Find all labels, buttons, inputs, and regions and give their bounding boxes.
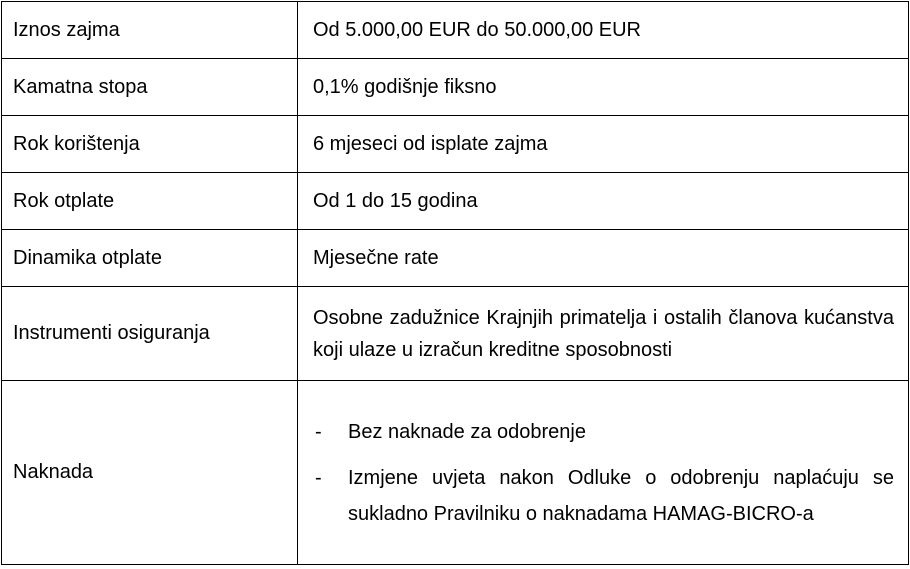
value-cell: 0,1% godišnje fiksno xyxy=(298,59,909,116)
fee-list xyxy=(313,414,894,532)
label-cell: Rok otplate xyxy=(2,173,298,230)
loan-terms-table xyxy=(1,1,909,565)
table-row-usage-period xyxy=(2,116,909,173)
list-item xyxy=(313,414,894,450)
value-cell: Mjesečne rate xyxy=(298,230,909,287)
value-cell: 6 mjeseci od isplate zajma xyxy=(298,116,909,173)
table-row-loan-amount xyxy=(2,2,909,59)
list-item xyxy=(313,460,894,532)
label-cell: Kamatna stopa xyxy=(2,59,298,116)
table-row-repayment-schedule xyxy=(2,230,909,287)
value-cell: Od 5.000,00 EUR do 50.000,00 EUR xyxy=(298,2,909,59)
label-cell: Iznos zajma xyxy=(2,2,298,59)
value-cell: Osobne zadužnice Krajnjih primatelja i ostalih članova kućanstva koji ulaze u izračun kreditne sposobnosti xyxy=(298,287,909,381)
list-item-text: Bez naknade za odobrenje xyxy=(348,420,586,443)
label-cell: Naknada xyxy=(2,381,298,565)
table-row-fee xyxy=(2,381,909,565)
table-row-interest-rate xyxy=(2,59,909,116)
value-cell xyxy=(298,381,909,565)
list-item-text: Izmjene uvjeta nakon Odluke o odobrenju naplaćuju se sukladno Pravilniku o naknadama HAMAG-BICRO-a xyxy=(348,466,894,525)
label-cell: Instrumenti osiguranja xyxy=(2,287,298,381)
table-row-repayment-period xyxy=(2,173,909,230)
label-cell: Rok korištenja xyxy=(2,116,298,173)
table-row-collateral xyxy=(2,287,909,381)
value-cell: Od 1 do 15 godina xyxy=(298,173,909,230)
dash-bullet: - xyxy=(315,466,322,489)
dash-bullet: - xyxy=(315,420,322,443)
label-cell: Dinamika otplate xyxy=(2,230,298,287)
